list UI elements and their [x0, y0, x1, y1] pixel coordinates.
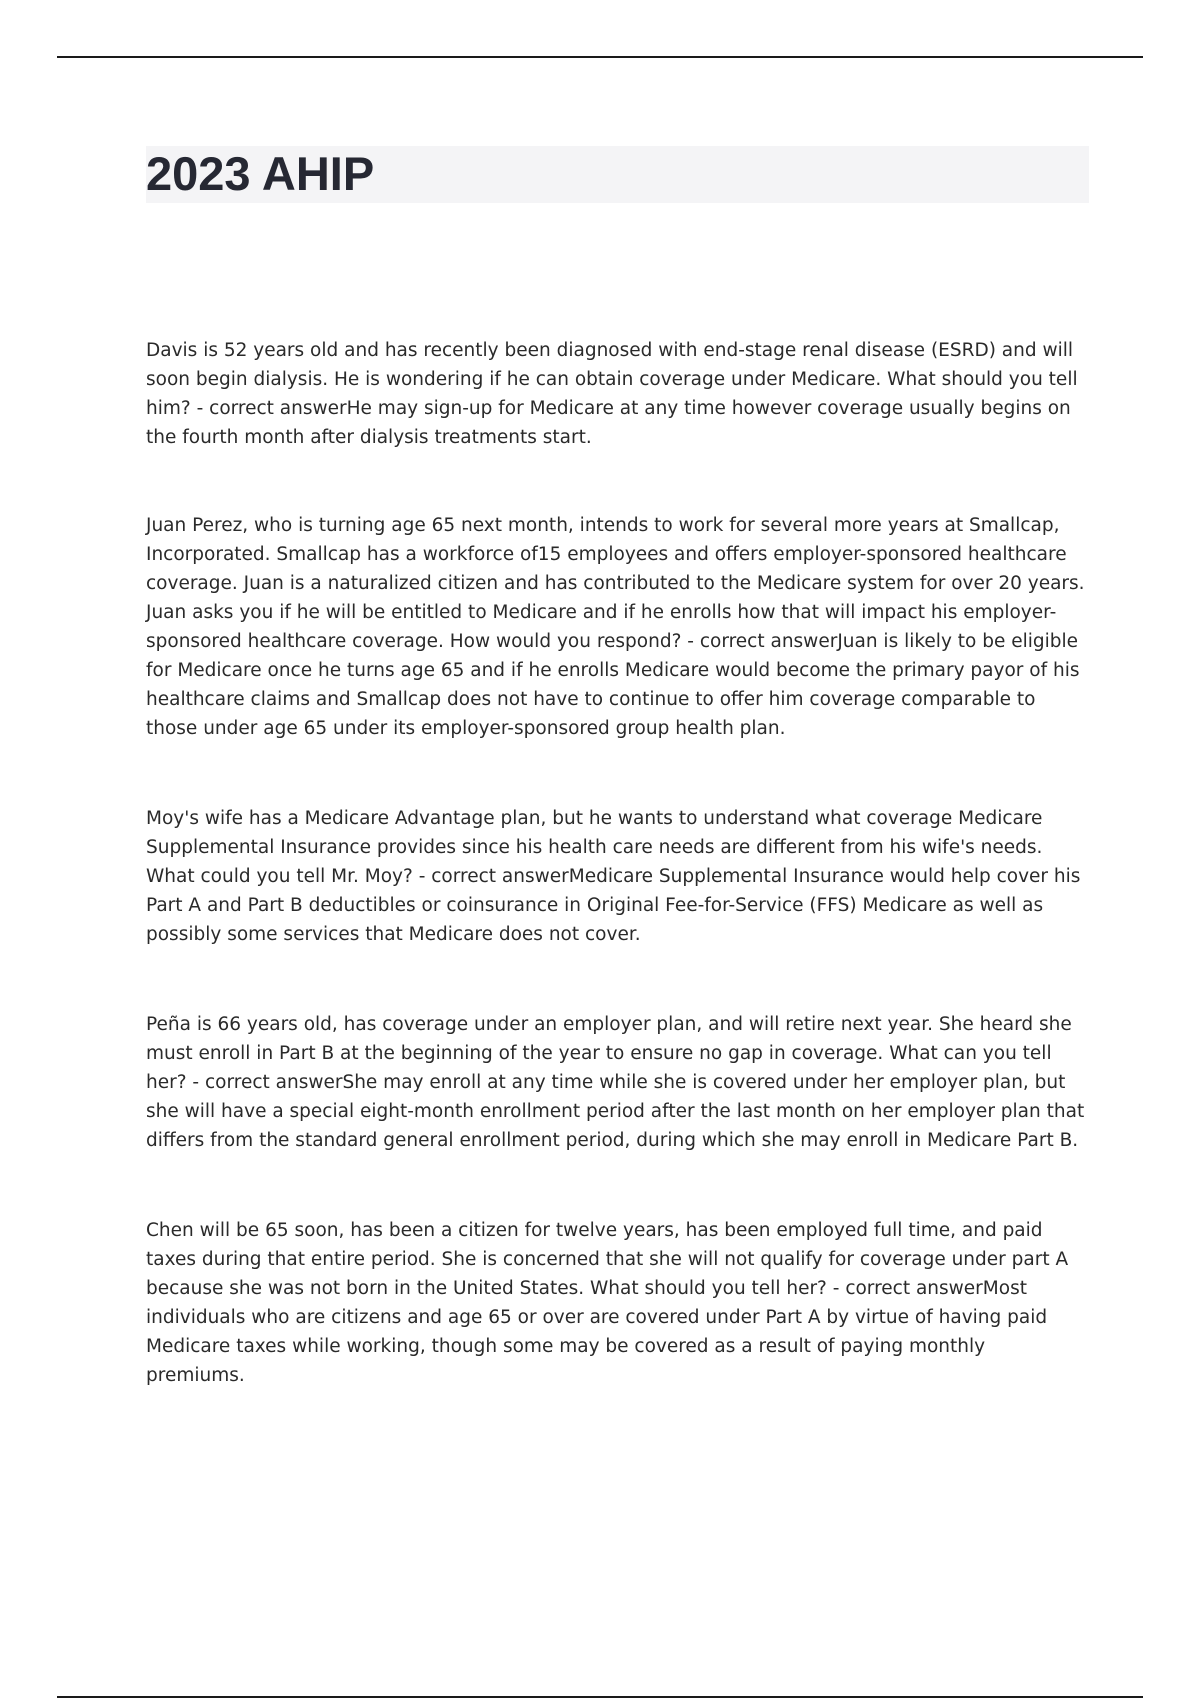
question-text: Chen will be 65 soon, has been a citizen for twelve years, has been employed full time, and paid taxes during that entire period. She is concerned that she will not qualify for coverage under part A because she was not born in the United States. What should you tell her? - correct answer	[146, 1220, 1069, 1299]
qa-item	[146, 1010, 1086, 1155]
question-text: Juan Perez, who is turning age 65 next month, intends to work for several more years at Smallcap, Incorporated. Smallcap has a workforce of15 employees and offers employer-sponsored healthcare coverage. Juan is a naturalized citizen and has contributed to the Medicare system for over 20 years. Juan asks you if he will be entitled to Medicare and if he enrolls how that will impact his employer-sponsored healthcare coverage. How would you respond? - correct answer	[146, 515, 1085, 652]
qa-item	[146, 1216, 1086, 1390]
top-divider	[57, 56, 1143, 58]
question-text: Moy's wife has a Medicare Advantage plan, but he wants to understand what coverage Medicare Supplemental Insurance provides since his health care needs are different from his wife's needs. What could you tell Mr. Moy? - correct answer	[146, 808, 1043, 887]
answer-text: He may sign-up for Medicare at any time however coverage usually begins on the fourth month after dialysis treatments start.	[146, 398, 1071, 448]
bottom-divider	[57, 1696, 1143, 1698]
qa-item	[146, 804, 1086, 949]
answer-text: Medicare Supplemental Insurance would help cover his Part A and Part B deductibles or coinsurance in Original Fee-for-Service (FFS) Medicare as well as possibly some services that Medicare does not cover.	[146, 866, 1081, 945]
qa-item	[146, 511, 1086, 743]
answer-text: Juan is likely to be eligible for Medicare once he turns age 65 and if he enrolls Medicare would become the primary payor of his healthcare claims and Smallcap does not have to continue to offer him coverage comparable to those under age 65 under its employer-sponsored group health plan.	[146, 631, 1080, 739]
answer-text: Most individuals who are citizens and age 65 or over are covered under Part A by virtue of having paid Medicare taxes while working, though some may be covered as a result of paying monthly premiums.	[146, 1278, 1048, 1386]
question-text: Peña is 66 years old, has coverage under an employer plan, and will retire next year. She heard she must enroll in Part B at the beginning of the year to ensure no gap in coverage. What can you tell her? - correct answer	[146, 1014, 1072, 1093]
question-text: Davis is 52 years old and has recently been diagnosed with end-stage renal disease (ESRD) and will soon begin dialysis. He is wondering if he can obtain coverage under Medicare. What should you tell him? - correct answer	[146, 340, 1078, 419]
answer-text: She may enroll at any time while she is covered under her employer plan, but she will have a special eight-month enrollment period after the last month on her employer plan that differs from the standard general enrollment period, during which she may enroll in Medicare Part B.	[146, 1072, 1085, 1151]
qa-list	[146, 336, 1086, 1450]
qa-item	[146, 336, 1086, 452]
page-title: 2023 AHIP	[146, 147, 375, 200]
